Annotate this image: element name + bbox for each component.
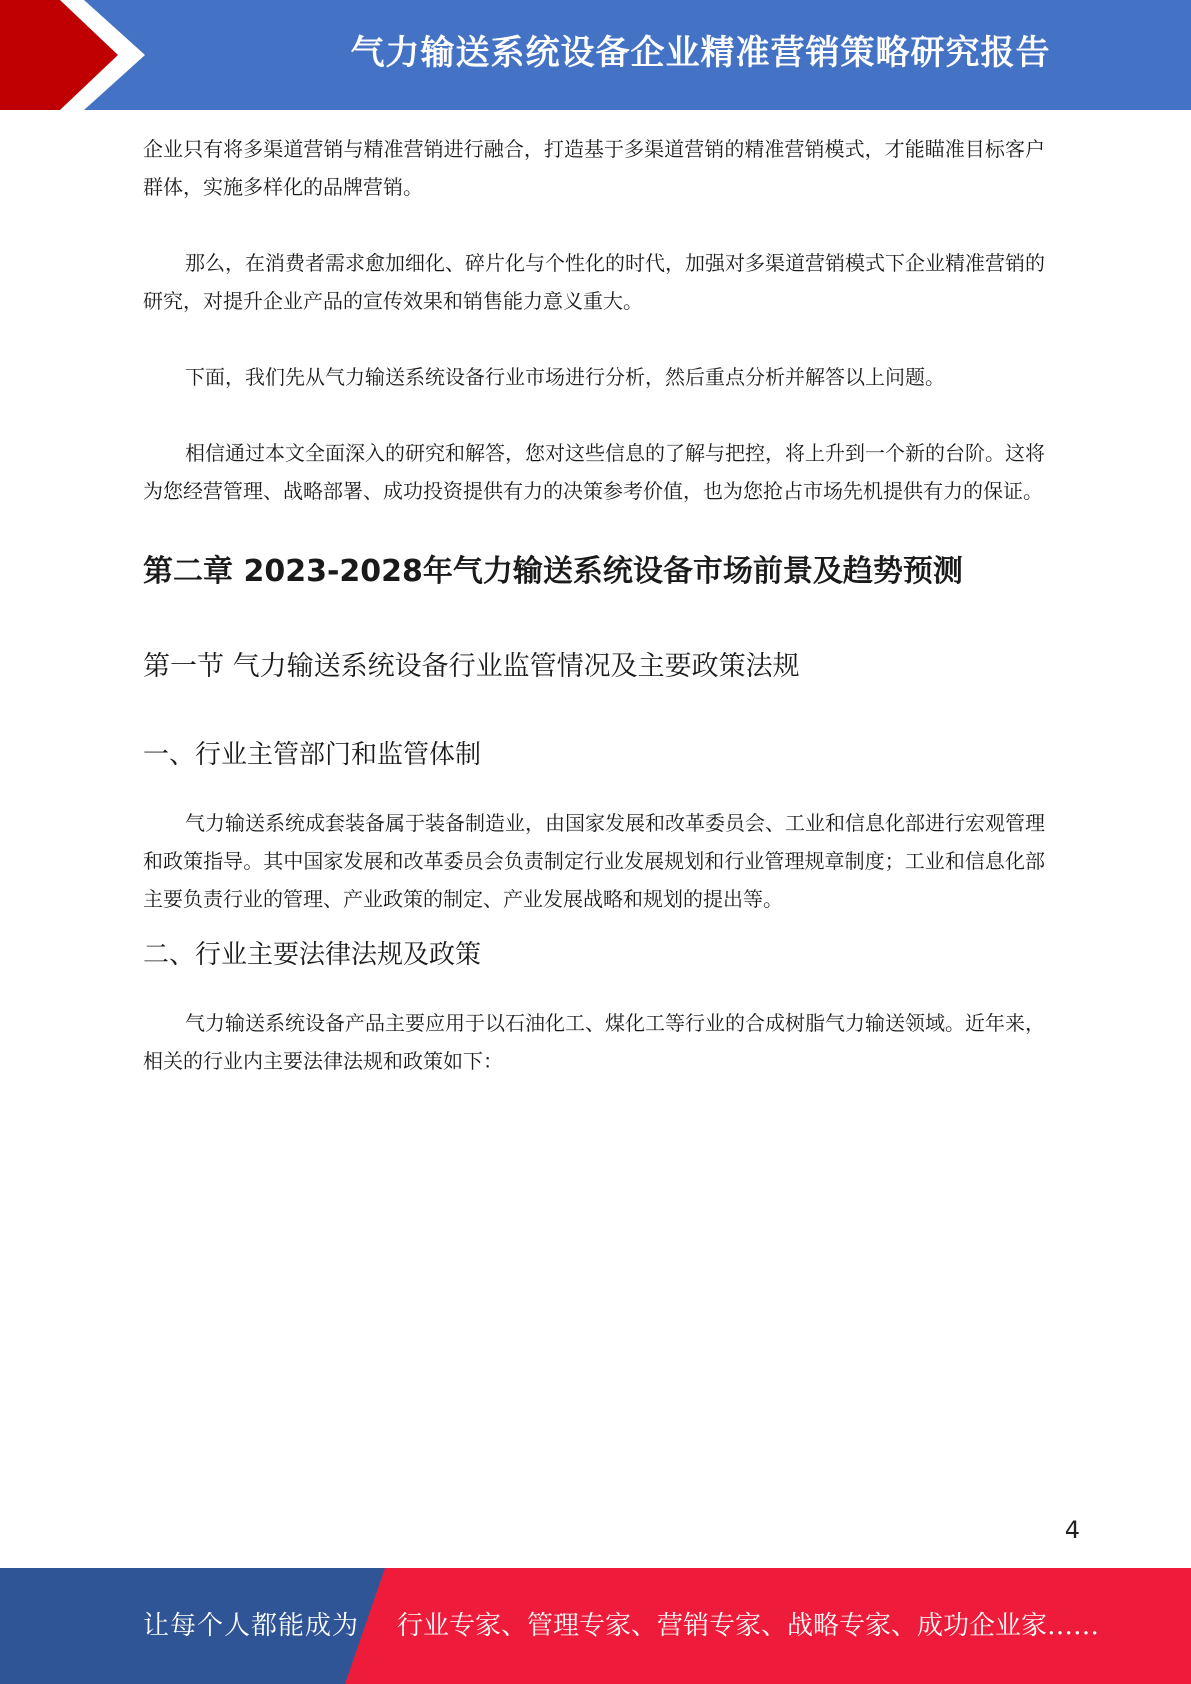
page-number: 4: [1064, 1516, 1080, 1544]
chapter-title: 第二章 2023-2028年气力输送系统设备市场前景及趋势预测: [143, 554, 963, 589]
footer-slogan-right: 行业专家、管理专家、营销专家、战略专家、成功企业家……: [397, 1611, 1100, 1641]
subsection-1-paragraph: 气力输送系统成套装备属于装备制造业，由国家发展和改革委员会、工业和信息化部进行宏观管理和政策指导。其中国家发展和改革委员会负责制定行业发展规划和行业管理规章制度；工业和信息化部主要负责行业的管理、产业政策的制定、产业发展战略和规划的提出等。: [143, 811, 1045, 911]
footer-slogan-left: 让每个人都能成为: [143, 1611, 360, 1641]
section-title: 第一节 气力输送系统设备行业监管情况及主要政策法规: [143, 651, 800, 682]
subsection-2-paragraph: 气力输送系统设备产品主要应用于以石油化工、煤化工等行业的合成树脂气力输送领域。近年来，相关的行业内主要法律法规和政策如下：: [143, 1011, 1045, 1073]
header-title: 气力输送系统设备企业精准营销策略研究报告: [350, 33, 1051, 73]
paragraph-3: 下面，我们先从气力输送系统设备行业市场进行分析，然后重点分析并解答以上问题。: [185, 365, 945, 389]
paragraph-1: 企业只有将多渠道营销与精准营销进行融合，打造基于多渠道营销的精准营销模式，才能瞄准目标客户群体，实施多样化的品牌营销。: [143, 137, 1045, 199]
document-body: [143, 130, 1045, 1080]
page-footer: [0, 1568, 1191, 1684]
paragraph-4: 相信通过本文全面深入的研究和解答，您对这些信息的了解与把控，将上升到一个新的台阶。这将为您经营管理、战略部署、成功投资提供有力的决策参考价值，也为您抢占市场先机提供有力的保证。: [143, 441, 1045, 503]
subsection-1-title: 一、行业主管部门和监管体制: [143, 740, 482, 770]
header-arrow-decoration: [0, 0, 170, 110]
subsection-2-title: 二、行业主要法律法规及政策: [143, 940, 482, 970]
page-header: [0, 0, 1191, 110]
paragraph-2: 那么，在消费者需求愈加细化、碎片化与个性化的时代，加强对多渠道营销模式下企业精准营销的研究，对提升企业产品的宣传效果和销售能力意义重大。: [143, 251, 1045, 313]
